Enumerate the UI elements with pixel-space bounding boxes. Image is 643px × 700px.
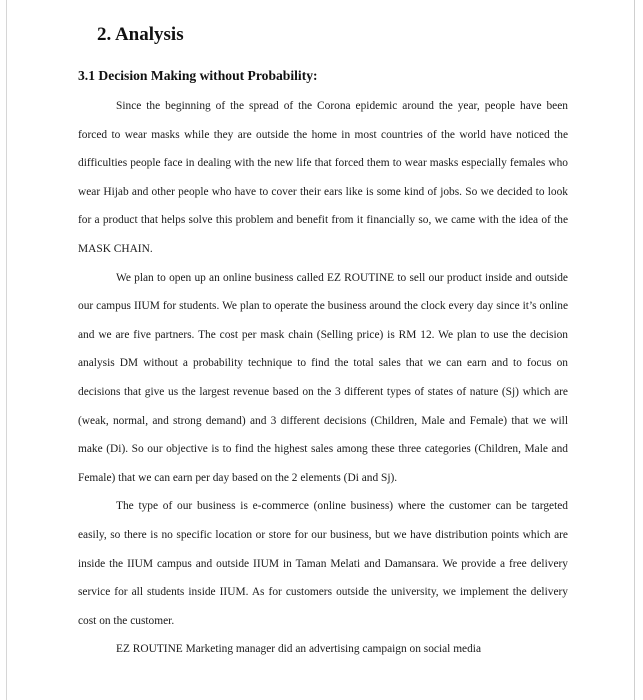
subsection-heading: 3.1 Decision Making without Probability: bbox=[78, 68, 318, 83]
page-right-edge bbox=[634, 0, 635, 700]
paragraph-business-plan: We plan to open up an online business called EZ ROUTINE to sell our product inside and outside our campus IIUM for students. We plan to operate the business around the clock every day since it’s online and we are five partners. The cost per mask chain (Selling price) is RM 12. We plan to use the decision analysis DM without a probability technique to find the total sales that we can earn and to focus on decisions that give us the largest revenue based on the 3 different types of states of nature (Sj) which are (weak, normal, and strong demand) and 3 different decisions (Children, Male and Female) that we will make (Di). So our objective is to find the highest sales among these three categories (Children, Male and Female) that we can earn per day based on the 2 elements (Di and Sj). bbox=[78, 271, 568, 484]
paragraph-business-type: The type of our business is e-commerce (online business) where the customer can be targeted easily, so there is no specific location or store for our business, but we have distribution points which are inside the IIUM campus and outside IIUM in Taman Melati and Damansara. We provide a free delivery service for all students inside IIUM. As for customers outside the university, we implement the delivery cost on the customer. bbox=[78, 500, 568, 627]
section-heading: 2. Analysis bbox=[97, 24, 184, 45]
paragraph-marketing: EZ ROUTINE Marketing manager did an advertising campaign on social media bbox=[116, 643, 482, 656]
page-left-edge bbox=[6, 0, 7, 700]
paragraph-intro: Since the beginning of the spread of the Corona epidemic around the year, people have been forced to wear masks while they are outside the home in most countries of the world have noticed the difficulties people face in dealing with the new life that forced them to wear masks especially females who wear Hijab and other people who have to cover their ears like is some kind of jobs. So we decided to look for a product that helps solve this problem and benefit from it financially so, we came with the idea of the MASK CHAIN. bbox=[78, 100, 568, 255]
body-text bbox=[78, 92, 568, 664]
